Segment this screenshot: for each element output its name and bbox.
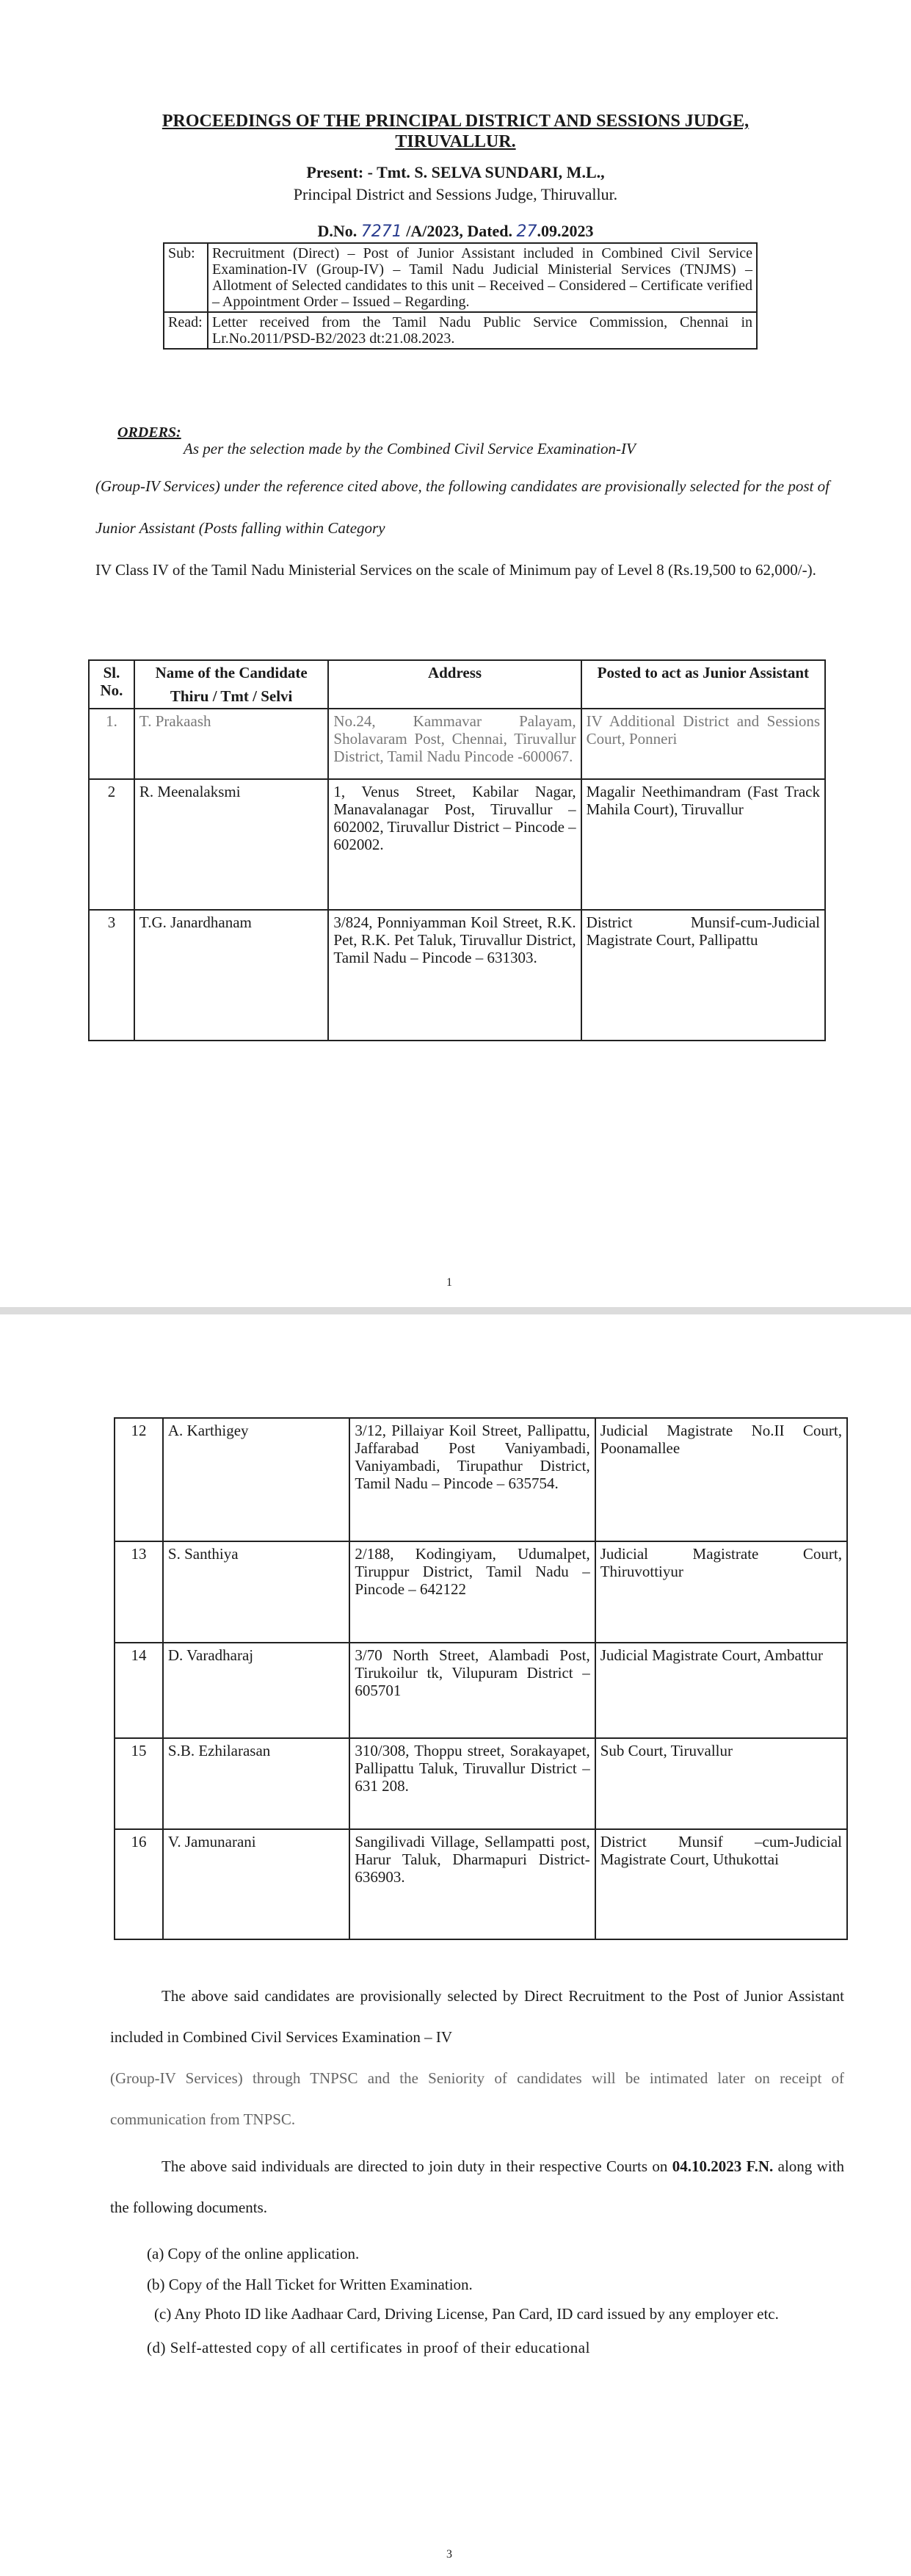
join-duty-text-a: The above said individuals are directed to join duty in their respective Courts on <box>161 2157 668 2175</box>
document-number <box>73 222 838 241</box>
provisional-paragraph-2: (Group-IV Services) through TNPSC and the Seniority of candidates will be intimated later on receipt of communication from TNPSC. <box>110 2069 844 2128</box>
read-row <box>164 312 757 349</box>
header-sl-no: Sl. No. <box>89 660 134 709</box>
cell-address: 310/308, Thoppu street, Sorakayapet, Pallipattu Taluk, Tiruvallur District – 631 208. <box>349 1738 595 1829</box>
cell-address: 3/12, Pillaiyar Koil Street, Pallipattu, Jaffarabad Post Vaniyambadi, Vaniyambadi, Tirupathur District, Tamil Nadu – Pincode – 635754. <box>349 1418 595 1541</box>
orders-paragraph-3: IV Class IV of the Tamil Nadu Ministerial Services on the scale of Minimum pay of Level 8 (Rs.19,500 to 62,000/-). <box>95 561 816 579</box>
documents-list <box>147 2238 844 2363</box>
header-name <box>134 660 328 709</box>
cell-address: No.24, Kammavar Palayam, Sholavaram Post, Chennai, Tiruvallur District, Tamil Nadu Pincode -600067. <box>328 709 581 779</box>
list-item: (c) Any Photo ID like Aadhaar Card, Driving License, Pan Card, ID card issued by any employer etc. <box>154 2305 779 2323</box>
join-duty-date: 04.10.2023 F.N. <box>672 2157 774 2175</box>
table-row <box>89 779 825 910</box>
cell-sl: 15 <box>115 1738 163 1829</box>
cell-sl: 1. <box>89 709 134 779</box>
page-2 <box>0 1314 911 2576</box>
cell-posted: Judicial Magistrate No.II Court, Poonamallee <box>595 1418 847 1541</box>
list-item: (d) Self-attested copy of all certificates in proof of their educational <box>147 2339 590 2356</box>
cell-name: S. Santhiya <box>163 1541 350 1643</box>
header-posted: Posted to act as Junior Assistant <box>581 660 825 709</box>
page-number-3: 3 <box>446 2548 452 2561</box>
join-duty-paragraph <box>110 2146 844 2228</box>
cell-posted: District Munsif –cum-Judicial Magistrate Court, Uthukottai <box>595 1829 847 1939</box>
dno-handwritten: 7271 <box>360 222 402 241</box>
orders-paragraph-2: (Group-IV Services) under the reference cited above, the following candidates are provisionally selected for the post of Junior Assistant (Posts falling within Category <box>95 477 830 537</box>
date-handwritten: 27 <box>516 222 537 241</box>
dno-prefix: D.No. <box>317 222 357 240</box>
cell-name: D. Varadharaj <box>163 1643 350 1738</box>
table-row <box>89 910 825 1041</box>
cell-name: V. Jamunarani <box>163 1829 350 1939</box>
cell-posted: IV Additional District and Sessions Court, Ponneri <box>581 709 825 779</box>
cell-posted: Judicial Magistrate Court, Ambattur <box>595 1643 847 1738</box>
header-name-label: Name of the Candidate <box>155 664 308 681</box>
sub-label: Sub: <box>164 243 208 312</box>
proceedings-heading: PROCEEDINGS OF THE PRINCIPAL DISTRICT AND SESSIONS JUDGE, <box>161 112 750 131</box>
cell-name: T.G. Janardhanam <box>134 910 328 1041</box>
table-header-row <box>89 660 825 709</box>
cell-address: 2/188, Kodingiyam, Udumalpet, Tiruppur District, Tamil Nadu – Pincode – 642122 <box>349 1541 595 1643</box>
cell-name: S.B. Ezhilarasan <box>163 1738 350 1829</box>
proceedings-heading-place: TIRUVALLUR. <box>395 132 516 151</box>
table-row <box>115 1738 847 1829</box>
cell-name: R. Meenalaksmi <box>134 779 328 910</box>
table-row <box>115 1829 847 1939</box>
orders-paragraph-1: As per the selection made by the Combined Civil Service Examination-IV <box>184 440 636 457</box>
provisional-paragraph-1: The above said candidates are provisionally selected by Direct Recruitment to the Post of Junior Assistant included in Combined Civil Services Examination – IV <box>110 1987 844 2046</box>
cell-address: Sangilivadi Village, Sellampatti post, Harur Taluk, Dharmapuri District-636903. <box>349 1829 595 1939</box>
candidates-table-page2 <box>114 1417 848 1940</box>
header-name-sub: Thiru / Tmt / Selvi <box>170 687 293 705</box>
designation-line: Principal District and Sessions Judge, Thiruvallur. <box>293 185 618 203</box>
dno-middle: /A/2023, Dated. <box>406 222 513 240</box>
cell-address: 3/824, Ponniyamman Koil Street, R.K. Pet, R.K. Pet Taluk, Tiruvallur District, Tamil Nadu – Pincode – 631303. <box>328 910 581 1041</box>
candidates-table-page1 <box>88 659 826 1041</box>
subject-table <box>163 242 758 350</box>
table-row <box>115 1541 847 1643</box>
cell-name: A. Karthigey <box>163 1418 350 1541</box>
table-row <box>115 1418 847 1541</box>
cell-sl: 16 <box>115 1829 163 1939</box>
header-address: Address <box>328 660 581 709</box>
read-label: Read: <box>164 312 208 349</box>
cell-posted: District Munsif-cum-Judicial Magistrate Court, Pallipattu <box>581 910 825 1041</box>
sub-text: Recruitment (Direct) – Post of Junior Assistant included in Combined Civil Service Examination-IV (Group-IV) – Tamil Nadu Judicial Ministerial Services (TNJMS) – Allotment of Selected candidates to this unit – Received – Considered – Certificate verified – Appointment Order – Issued – Regarding. <box>208 243 757 312</box>
cell-name: T. Prakaash <box>134 709 328 779</box>
cell-sl: 12 <box>115 1418 163 1541</box>
dno-suffix: .09.2023 <box>537 222 594 240</box>
read-text: Letter received from the Tamil Nadu Public Service Commission, Chennai in Lr.No.2011/PSD-B2/2023 dt:21.08.2023. <box>208 312 757 349</box>
cell-address: 1, Venus Street, Kabilar Nagar, Manavalanagar Post, Tiruvallur – 602002, Tiruvallur District – Pincode – 602002. <box>328 779 581 910</box>
page-number-1: 1 <box>446 1276 452 1289</box>
cell-address: 3/70 North Street, Alambadi Post, Tirukoilur tk, Vilupuram District – 605701 <box>349 1643 595 1738</box>
cell-sl: 3 <box>89 910 134 1041</box>
cell-sl: 2 <box>89 779 134 910</box>
cell-posted: Sub Court, Tiruvallur <box>595 1738 847 1829</box>
cell-posted: Magalir Neethimandram (Fast Track Mahila Court), Tiruvallur <box>581 779 825 910</box>
cell-sl: 13 <box>115 1541 163 1643</box>
orders-label: ORDERS: <box>117 424 181 441</box>
cell-posted: Judicial Magistrate Court, Thiruvottiyur <box>595 1541 847 1643</box>
list-item: (b) Copy of the Hall Ticket for Written Examination. <box>147 2276 473 2293</box>
join-duty-text-b: along with the following documents. <box>110 2157 845 2216</box>
cell-sl: 14 <box>115 1643 163 1738</box>
present-line: Present: - Tmt. S. SELVA SUNDARI, M.L., <box>306 163 605 181</box>
table-row <box>89 709 825 779</box>
subject-row <box>164 243 757 312</box>
list-item: (a) Copy of the online application. <box>147 2245 360 2262</box>
table-row <box>115 1643 847 1738</box>
